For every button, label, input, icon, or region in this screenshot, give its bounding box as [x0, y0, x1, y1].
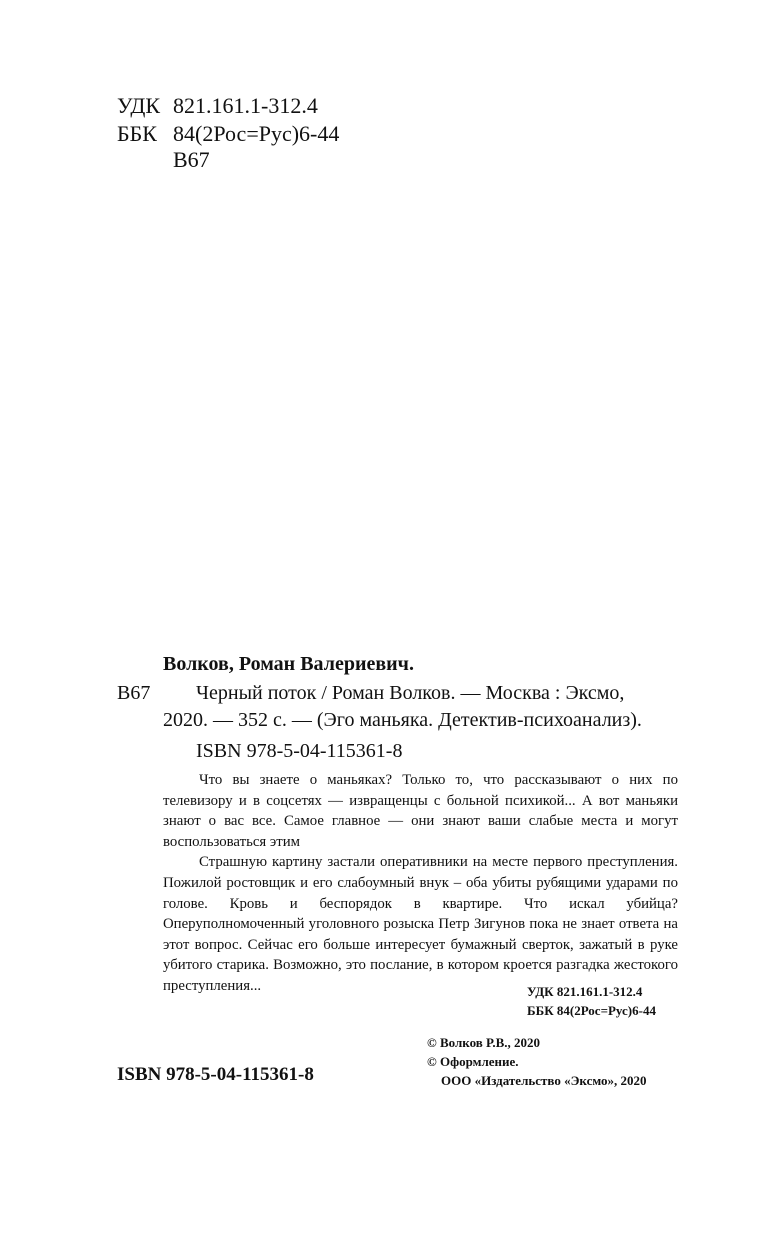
udk-bottom: УДК 821.161.1-312.4: [527, 984, 643, 999]
annotation-paragraph-2: Страшную картину застали оперативники на месте первого преступления. Пожилой ростовщик и его слабоумный внук – оба убиты рубящими ударами по голове. Кровь и беспорядок в квартире. Что искал убийца? Оперуполномоченный уголовного розыска Петр Зигунов пока не знает ответа на этот вопрос. Сейчас его больше интересует бумажный сверток, зажатый в руке убитого старика. Возможно, это послание, в котором кроется разгадка жестокого преступления...: [163, 854, 678, 994]
isbn-bottom: ISBN 978-5-04-115361-8: [117, 1064, 314, 1085]
author-mark-top: В67: [173, 147, 210, 172]
udk-label: УДК: [117, 93, 161, 118]
copyright-author: © Волков Р.В., 2020: [427, 1035, 541, 1050]
udk-line: [117, 93, 318, 119]
title-line-2: 2020. — 352 с. — (Эго маньяка. Детектив-психоанализ).: [163, 709, 642, 731]
annotation: [163, 770, 678, 997]
title-line-1: Черный поток / Роман Волков. — Москва : Эксмо,: [196, 682, 625, 704]
author-mark: В67: [117, 682, 151, 704]
isbn-line: ISBN 978-5-04-115361-8: [196, 740, 403, 762]
copyright-design: © Оформление.: [427, 1054, 519, 1069]
author-name: Волков, Роман Валериевич.: [163, 653, 414, 675]
annotation-paragraph-1: Что вы знаете о маньяках? Только то, что рассказывают о них по телевизору и в соцсетях — извращенцы с больной психикой... А вот маньяки знают о вас все. Самое главное — они знают ваши слабые места и могут воспользоваться этим: [163, 772, 678, 850]
bbk-label: ББК: [117, 121, 157, 146]
udk-value: 821.161.1-312.4: [173, 93, 318, 118]
copyright-publisher: ООО «Издательство «Эксмо», 2020: [441, 1073, 647, 1088]
bbk-value: 84(2Рос=Рус)6-44: [173, 121, 340, 146]
bbk-bottom: ББК 84(2Рос=Рус)6-44: [527, 1003, 656, 1018]
bbk-line: [117, 121, 339, 147]
